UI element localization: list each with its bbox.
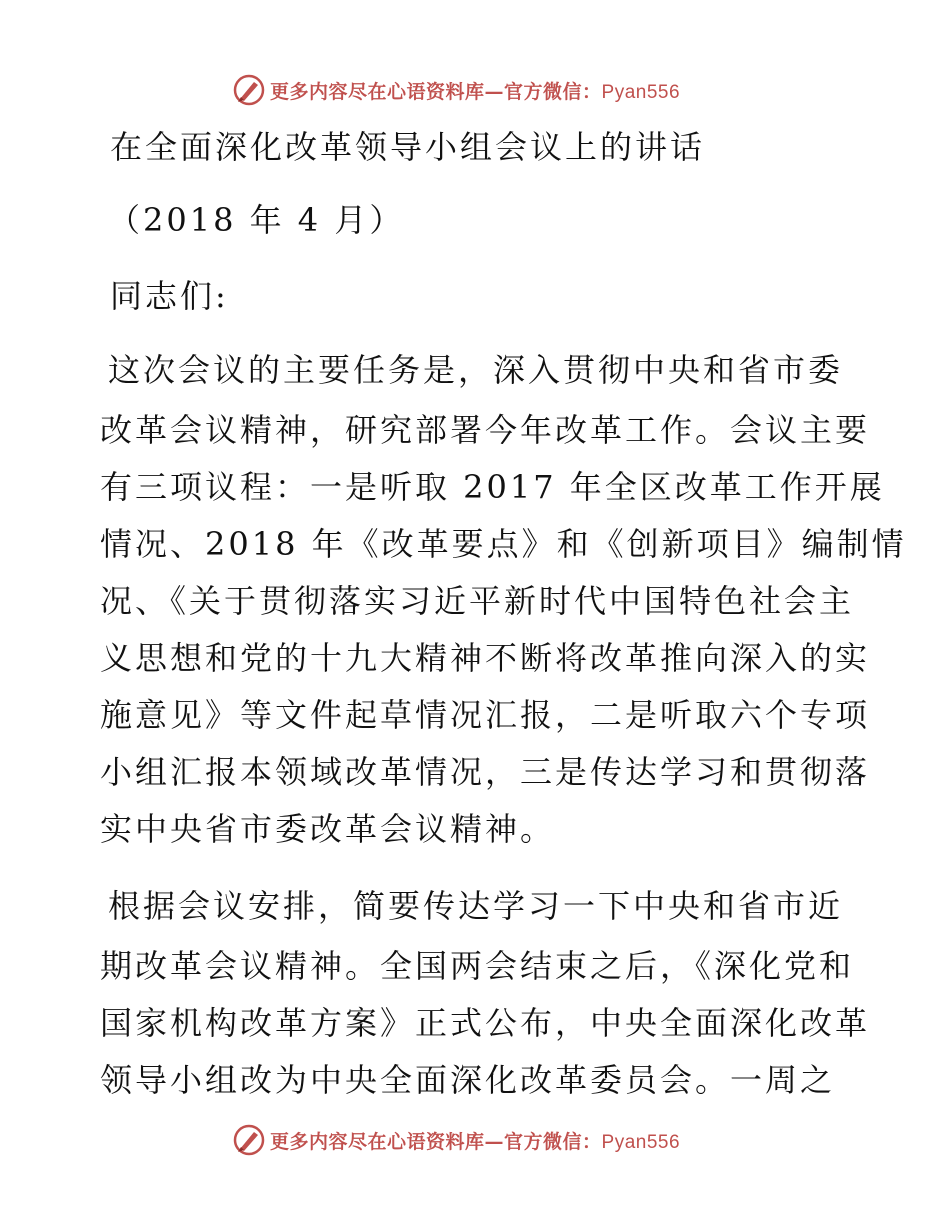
paragraph-line: 国家机构改革方案》正式公布，中央全面深化改革 — [100, 1004, 871, 1042]
paragraph-line: 小组汇报本领域改革情况，三是传达学习和贯彻落 — [100, 753, 871, 791]
pen-logo-icon — [232, 73, 266, 107]
paragraph-line: 这次会议的主要任务是，深入贯彻中央和省市委 — [108, 351, 844, 389]
paragraph-line: 情况、2018 年《改革要点》和《创新项目》编制情 — [100, 525, 907, 563]
paragraph-line: 根据会议安排，简要传达学习一下中央和省市近 — [108, 887, 844, 925]
paragraph-line: 期改革会议精神。全国两会结束之后，《深化党和 — [100, 947, 855, 985]
watermark-header — [232, 70, 680, 110]
watermark-text: 更多内容尽在心语资料库—官方微信：Pyan556 — [270, 1130, 681, 1153]
paragraph-line: 领导小组改为中央全面深化改革委员会。一周之 — [100, 1061, 836, 1099]
document-date: （2018 年 4 月） — [108, 201, 405, 239]
paragraph-line: 况、《关于贯彻落实习近平新时代中国特色社会主 — [100, 582, 855, 620]
paragraph-line: 改革会议精神，研究部署今年改革工作。会议主要 — [100, 411, 871, 449]
pen-logo-icon — [232, 1123, 266, 1157]
watermark-footer — [232, 1120, 680, 1160]
watermark-text: 更多内容尽在心语资料库—官方微信：Pyan556 — [270, 80, 681, 103]
document-title: 在全面深化改革领导小组会议上的讲话 — [110, 128, 706, 166]
paragraph-line: 实中央省市委改革会议精神。 — [100, 810, 556, 848]
watermark-wechat-id: Pyan556 — [601, 1131, 681, 1153]
paragraph-line: 有三项议程：一是听取 2017 年全区改革工作开展 — [100, 468, 885, 506]
watermark-wechat-id: Pyan556 — [601, 81, 681, 103]
paragraph-line: 义思想和党的十九大精神不断将改革推向深入的实 — [100, 639, 871, 677]
paragraph-line: 施意见》等文件起草情况汇报，二是听取六个专项 — [100, 696, 871, 734]
greeting: 同志们: — [110, 277, 229, 315]
